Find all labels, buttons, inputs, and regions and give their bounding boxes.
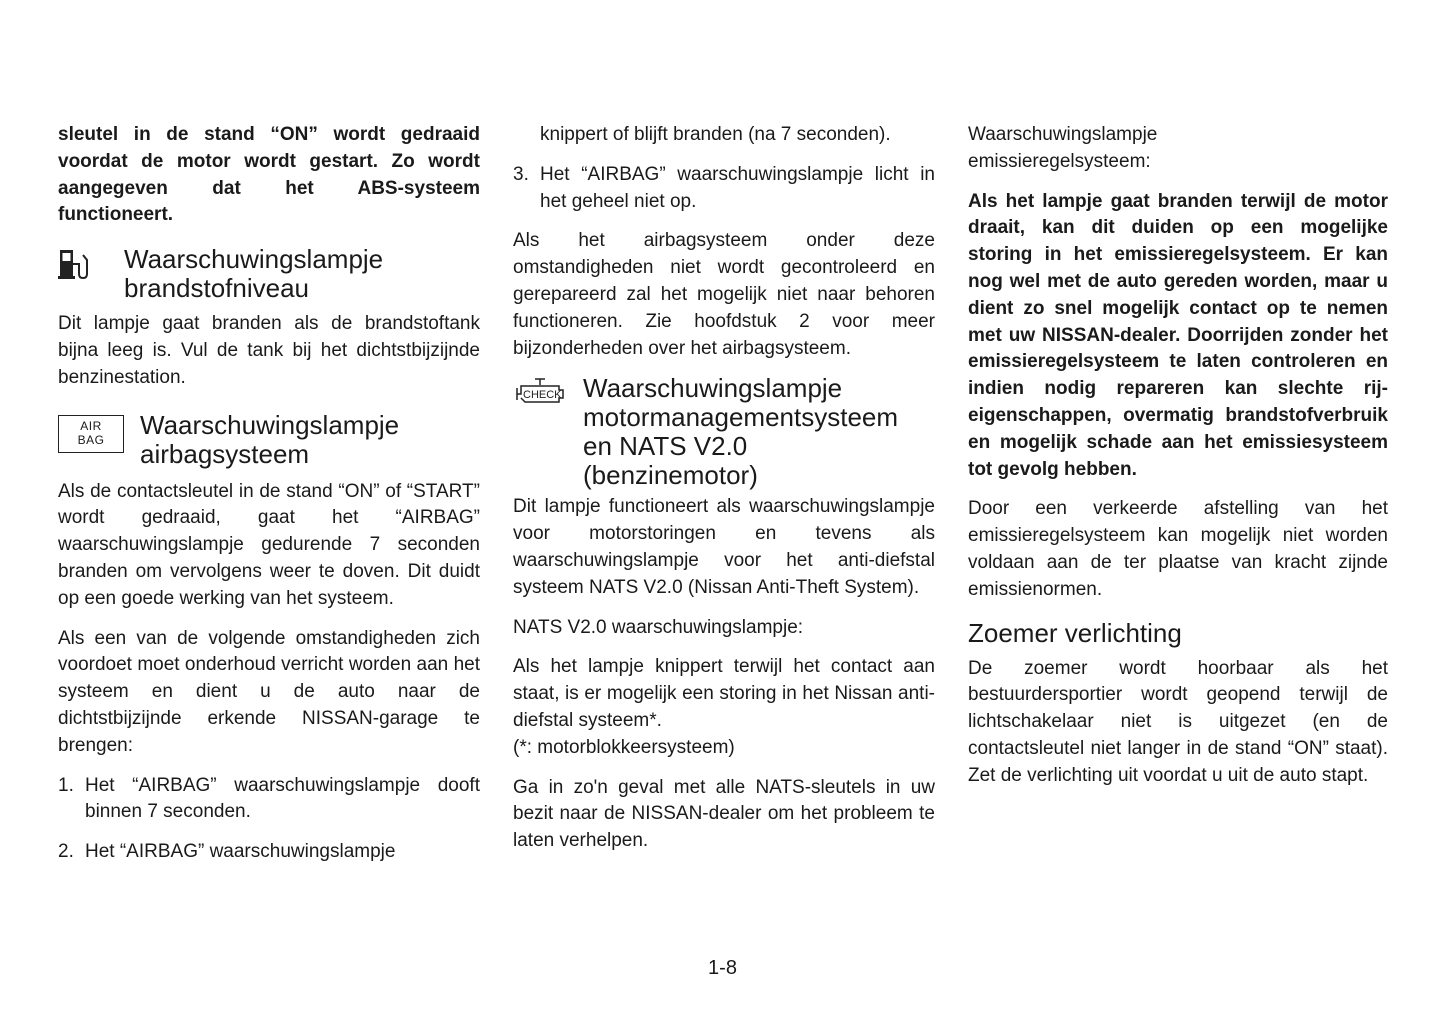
nats-note: (*: motorblokkeersysteem) bbox=[513, 736, 735, 758]
airbag-heading-line1: Waarschuwingslampje bbox=[140, 409, 400, 440]
emission-text: Door een verkeerde afstelling van het emissieregelsysteem kan mogelijk niet worden voldaan aan de ter plaatse van kracht zijnde emissienormen. bbox=[968, 498, 1388, 600]
engine-heading-line3: en NATS V2.0 bbox=[583, 431, 748, 462]
airbag-text: Als de contactsleutel in de stand “ON” of “START” wordt gedraaid, gaat het “AIRBAG” waarschuwingslampje gedurende 7 seconden branden om vervolgens weer te doven. Dit duidt op een goede werking van het systeem. bbox=[58, 480, 480, 609]
airbag-text-2: Als een van de volgende omstandigheden zich voordoet moet onderhoud verricht worden aan het systeem en dient u de auto naar de dichtstbijzijnde erkende NISSAN-garage te brengen: bbox=[58, 627, 480, 756]
nats-label: NATS V2.0 waarschuwingslampje: bbox=[513, 616, 804, 638]
airbag-icon: AIR BAG bbox=[58, 415, 124, 453]
fuel-heading-line1: Waarschuwingslampje bbox=[124, 244, 384, 275]
column-1 bbox=[58, 122, 480, 866]
airbag-conditions-list-cont bbox=[513, 162, 935, 216]
nats-text-2: Ga in zo'n geval met alle NATS-sleutels in uw bezit naar de NISSAN-dealer om het probleem te laten verhelpen. bbox=[513, 776, 935, 852]
fuel-text: Dit lampje gaat branden als de brandstoftank bijna leeg is. Vul de tank bij het dichtstbijzijnde benzinestation. bbox=[58, 313, 480, 388]
fuel-heading bbox=[58, 245, 480, 303]
nats-text: Als het lampje knippert terwijl het contact aan staat, is er mogelijk een storing in het Nissan anti-diefstal systeem*. bbox=[513, 656, 935, 731]
column-3 bbox=[968, 122, 1388, 790]
engine-text: Dit lampje functioneert als waarschuwingslampje voor motorstoringen en tevens als waarschuwingslampje voor het anti-diefstal systeem NATS V2.0 (Nissan Anti-Theft System). bbox=[513, 496, 935, 598]
svg-text:CHECK: CHECK bbox=[523, 389, 562, 402]
abs-intro-text: sleutel in de stand “ON” wordt gedraaid voordat de motor wordt gestart. Zo wordt aangegeven dat het ABS-systeem functioneert. bbox=[58, 124, 480, 226]
engine-heading bbox=[513, 374, 935, 490]
buzzer-heading: Zoemer verlichting bbox=[968, 617, 1182, 648]
fuel-pump-icon bbox=[58, 247, 106, 286]
airbag-note: Als het airbagsysteem onder deze omstandigheden niet wordt gecontroleerd en gerepareerd zal het mogelijk niet naar behoren functioneren. Zie hoofdstuk 2 voor meer bijzonderheden over het airbagsysteem. bbox=[513, 230, 935, 359]
airbag-heading bbox=[58, 411, 480, 469]
airbag-heading-line2: airbagsysteem bbox=[140, 438, 310, 469]
list-item: 3. Het “AIRBAG” waarschuwingslampje licht in het geheel niet op. bbox=[513, 163, 935, 212]
list-item: 1. Het “AIRBAG” waarschuwingslampje dooft binnen 7 seconden. bbox=[58, 774, 480, 823]
fuel-heading-line2: brandstofniveau bbox=[124, 273, 310, 304]
engine-heading-line1: Waarschuwingslampje bbox=[583, 373, 843, 404]
page-number: 1-8 bbox=[708, 957, 737, 979]
airbag-list-continuation: knippert of blijft branden (na 7 seconden). bbox=[540, 124, 891, 145]
column-2 bbox=[513, 122, 935, 855]
emission-warning-text: Als het lampje gaat branden terwijl de motor draait, kan dit duiden op een mogelijke storing in het emissieregelsysteem. Er kan nog wel met de auto gereden worden, maar u dient zo snel mogelijk contact op te nemen met uw NISSAN-dealer. Doorrijden zonder het emissieregelsysteem te laten controleren en indien nodig repareren kan slechte rij-eigenschappen, overmatig brandstofverbruik en mogelijk schade aan het emissiesysteem tot gevolg hebben. bbox=[968, 190, 1388, 480]
engine-heading-line4: (benzinemotor) bbox=[583, 460, 758, 491]
emission-label: Waarschuwingslampje emissieregelsysteem: bbox=[968, 124, 1158, 172]
buzzer-text: De zoemer wordt hoorbaar als het bestuurdersportier wordt geopend terwijl de lichtschakelaar niet is uitgezet (en de contactsleutel niet langer in de stand “ON” staat). Zet de verlichting uit voordat u uit de auto stapt. bbox=[968, 657, 1388, 786]
engine-heading-line2: motormanagementsysteem bbox=[583, 402, 899, 433]
check-engine-icon bbox=[513, 376, 571, 406]
list-item: 2. Het “AIRBAG” waarschuwingslampje bbox=[58, 841, 396, 863]
airbag-conditions-list bbox=[58, 773, 480, 866]
